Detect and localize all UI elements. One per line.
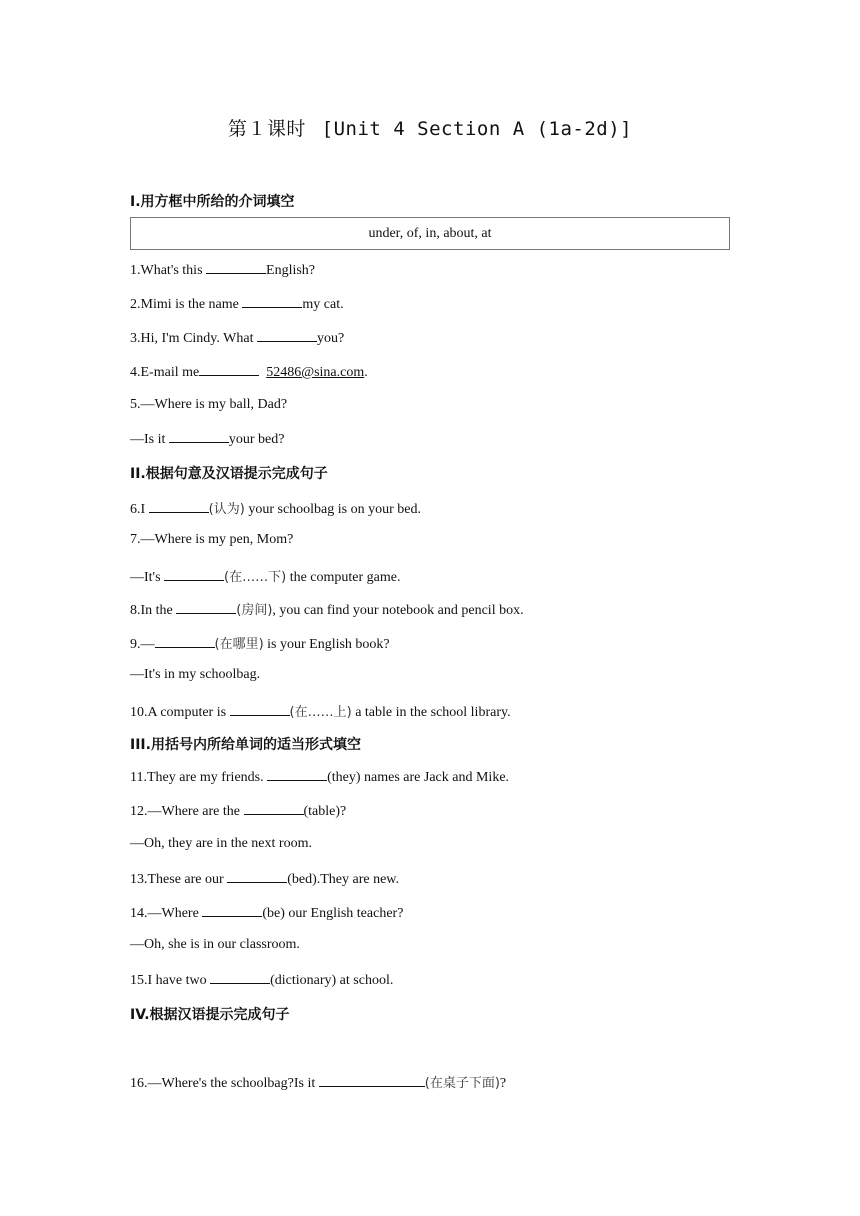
- question-text: —Oh, she is in our classroom.: [130, 937, 300, 952]
- question-text: (table)?: [303, 804, 347, 819]
- question-text: I.用方框中所给的介词填空: [130, 194, 295, 210]
- question-text: 16.—Where's the schoolbag?Is it: [130, 1076, 319, 1091]
- question-text: 3.Hi, I'm Cindy. What: [130, 331, 257, 346]
- question-text: my cat.: [302, 297, 344, 312]
- answer-blank[interactable]: [242, 295, 302, 308]
- answer-blank[interactable]: [210, 971, 270, 984]
- answer-blank[interactable]: [244, 802, 304, 815]
- answer-blank[interactable]: [227, 870, 287, 883]
- question-text: the computer game.: [286, 570, 401, 585]
- question-15: [130, 971, 393, 989]
- answer-blank[interactable]: [267, 768, 327, 781]
- answer-blank[interactable]: [202, 904, 262, 917]
- question-text: your bed?: [228, 432, 285, 447]
- question-text: 15.I have two: [130, 973, 211, 988]
- answer-blank[interactable]: [149, 500, 209, 513]
- answer-blank[interactable]: [155, 635, 215, 648]
- question-14-line-2: [130, 937, 300, 953]
- question-text: II.根据句意及汉语提示完成句子: [130, 466, 328, 482]
- chinese-hint: (在桌子下面): [424, 1076, 500, 1091]
- question-11: [130, 768, 509, 786]
- question-8: [130, 599, 524, 619]
- answer-blank[interactable]: [199, 363, 259, 376]
- section-heading-1: [130, 191, 295, 211]
- chinese-hint: (在哪里): [214, 637, 264, 652]
- question-text: 11.They are my friends.: [130, 770, 268, 785]
- word-box: [130, 217, 730, 250]
- question-16: [130, 1072, 506, 1092]
- question-text: IV.根据汉语提示完成句子: [130, 1007, 290, 1023]
- answer-blank[interactable]: [257, 329, 317, 342]
- question-12-line-1: [130, 802, 346, 820]
- question-text: 14.—Where: [130, 906, 203, 921]
- question-text: 4.E-mail me: [130, 365, 200, 380]
- answer-blank[interactable]: [176, 601, 236, 614]
- question-3: [130, 329, 344, 347]
- email-link[interactable]: 52486@sina.com: [266, 365, 365, 380]
- question-text: , you can find your notebook and pencil box.: [272, 603, 524, 618]
- answer-blank[interactable]: [164, 568, 224, 581]
- section-heading-3: [130, 734, 361, 754]
- word-box-text: under, of, in, about, at: [368, 225, 492, 241]
- question-text: —Is it: [130, 432, 169, 447]
- question-text: 7.—Where is my pen, Mom?: [130, 532, 294, 547]
- question-text: 5.—Where is my ball, Dad?: [130, 397, 288, 412]
- title-lesson: 第１课时: [227, 118, 306, 140]
- question-text: 10.A computer is: [130, 705, 230, 720]
- question-text: English?: [266, 263, 316, 278]
- chinese-hint: (在……下): [224, 570, 287, 585]
- question-12-line-2: [130, 836, 312, 852]
- question-9-line-1: [130, 633, 390, 653]
- question-2: [130, 295, 344, 313]
- question-text: 1.What's this: [130, 263, 207, 278]
- question-text: 13.These are our: [130, 872, 228, 887]
- question-9-line-2: [130, 667, 260, 683]
- answer-blank[interactable]: [169, 430, 229, 443]
- question-text: 12.—Where are the: [130, 804, 244, 819]
- chinese-hint: (房间): [236, 603, 273, 618]
- question-5-line-2: [130, 430, 284, 448]
- chinese-hint: (在……上): [289, 705, 352, 720]
- question-10: [130, 701, 511, 721]
- question-6: [130, 498, 421, 518]
- question-7-line-1: [130, 532, 293, 548]
- answer-blank[interactable]: [206, 261, 266, 274]
- question-text: you?: [316, 331, 345, 346]
- question-1: [130, 261, 315, 279]
- question-text: —It's in my schoolbag.: [130, 667, 261, 682]
- question-text: (dictionary) at school.: [270, 973, 394, 988]
- question-4: [130, 363, 368, 381]
- question-5-line-1: [130, 397, 287, 413]
- question-text: 6.I: [130, 502, 149, 517]
- question-text: III.用括号内所给单词的适当形式填空: [130, 737, 361, 753]
- question-text: (they) names are Jack and Mike.: [327, 770, 510, 785]
- chinese-hint: (认为): [208, 502, 245, 517]
- section-heading-4: [130, 1004, 290, 1024]
- question-7-line-2: [130, 566, 400, 586]
- section-heading-2: [130, 463, 328, 483]
- question-14-line-1: [130, 904, 403, 922]
- page-title: [0, 114, 860, 141]
- question-text: —It's: [130, 570, 165, 585]
- question-text: .: [364, 365, 368, 380]
- question-text: —Oh, they are in the next room.: [130, 836, 312, 851]
- title-unit: [Unit 4 Section A (1a-2d)]: [321, 118, 633, 140]
- answer-blank[interactable]: [319, 1074, 425, 1087]
- question-text: 2.Mimi is the name: [130, 297, 243, 312]
- question-text: (bed).They are new.: [287, 872, 399, 887]
- answer-blank[interactable]: [230, 703, 290, 716]
- question-text: your schoolbag is on your bed.: [244, 502, 421, 517]
- question-text: is your English book?: [263, 637, 390, 652]
- question-13: [130, 870, 399, 888]
- question-text: 9.—: [130, 637, 155, 652]
- question-text: 8.In the: [130, 603, 177, 618]
- question-text: ?: [499, 1076, 507, 1091]
- question-text: a table in the school library.: [351, 705, 511, 720]
- question-text: (be) our English teacher?: [262, 906, 404, 921]
